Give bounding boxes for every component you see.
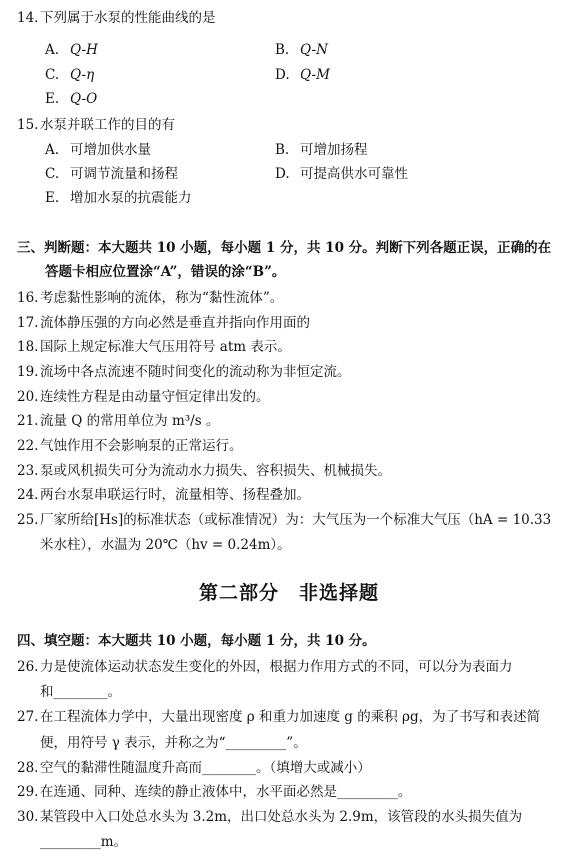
question-text: 气蚀作用不会影响泵的正常运行。 — [40, 438, 243, 454]
question-text: 两台水泵串联运行时，流量相等、扬程叠加。 — [40, 487, 310, 503]
option-letter: D. — [275, 166, 290, 182]
question-number: 14. — [17, 10, 39, 26]
question-text-continued: _________m。 — [40, 834, 128, 850]
question-text: 厂家所给[Hs]的标准状态（或标准情况）为：大气压为一个标准大气压（hA = 10.33 — [40, 512, 552, 528]
question-text-continued: 便，用符号 γ 表示，并称之为“_________”。 — [40, 735, 307, 751]
option-text: Q-M — [300, 67, 330, 83]
question-number: 22. — [17, 438, 39, 454]
option-text: 可调节流量和扬程 — [70, 166, 178, 182]
option-text: Q-N — [300, 42, 328, 58]
question-number: 17. — [17, 315, 39, 331]
question-number: 24. — [17, 487, 39, 503]
question-text: 连续性方程是由动量守恒定律出发的。 — [40, 389, 270, 405]
question-number: 23. — [17, 463, 39, 479]
question-text-continued: 米水柱），水温为 20℃（hv = 0.24m）。 — [40, 537, 291, 553]
question-text: 流量 Q 的常用单位为 m³/s 。 — [40, 413, 220, 429]
question-text: 泵或风机损失可分为流动水力损失、容积损失、机械损失。 — [40, 463, 391, 479]
option-text: Q-O — [70, 91, 98, 107]
question-number: 15. — [17, 117, 39, 133]
question-text: 考虑黏性影响的流体，称为“黏性流体”。 — [40, 290, 284, 306]
option-letter: C. — [45, 67, 60, 83]
section-3-instructions: 答题卡相应位置涂“A”，错误的涂“B”。 — [45, 264, 286, 280]
question-text: 流体静压强的方向必然是垂直并指向作用面的 — [40, 315, 310, 331]
option-letter: D. — [275, 67, 290, 83]
option-text: Q-H — [70, 42, 98, 58]
question-text: 空气的黏滞性随温度升高而________。（填增大或减小） — [40, 760, 371, 776]
option-text: 增加水泵的抗震能力 — [70, 190, 192, 206]
option-text: 可提高供水可靠性 — [300, 166, 408, 182]
option-text: Q-η — [70, 67, 95, 83]
option-text: 可增加供水量 — [70, 142, 151, 158]
question-number: 20. — [17, 389, 39, 405]
question-number: 29. — [17, 784, 39, 800]
option-letter: B. — [275, 142, 290, 158]
question-number: 28. — [17, 760, 39, 776]
question-number: 16. — [17, 290, 39, 306]
option-text: 可增加扬程 — [300, 142, 368, 158]
question-text: 在连通、同种、连续的静止液体中，水平面必然是_________。 — [40, 784, 412, 800]
part-2-title: 第二部分 非选择题 — [198, 582, 379, 604]
question-number: 18. — [17, 339, 39, 355]
question-text-continued: 和________。 — [40, 684, 121, 700]
section-3-heading: 三、判断题：本大题共 10 小题，每小题 1 分，共 10 分。判断下列各题正误，正确的在 — [17, 240, 552, 256]
question-text: 水泵并联工作的目的有 — [40, 117, 175, 133]
question-text: 力是使流体运动状态发生变化的外因，根据力作用方式的不同，可以分为表面力 — [40, 659, 513, 675]
question-text: 流场中各点流速不随时间变化的流动称为非恒定流。 — [40, 364, 351, 380]
question-text: 国际上规定标准大气压用符号 atm 表示。 — [40, 339, 291, 355]
question-text: 下列属于水泵的性能曲线的是 — [40, 10, 216, 26]
option-letter: C. — [45, 166, 60, 182]
option-letter: E. — [45, 190, 60, 206]
question-number: 27. — [17, 709, 39, 725]
question-number: 19. — [17, 364, 39, 380]
option-letter: E. — [45, 91, 60, 107]
option-letter: A. — [45, 142, 60, 158]
option-letter: B. — [275, 42, 290, 58]
question-text: 在工程流体力学中，大量出现密度 ρ 和重力加速度 g 的乘积 ρg，为了书写和表述简 — [40, 709, 541, 725]
question-number: 25. — [17, 512, 39, 528]
question-number: 21. — [17, 413, 39, 429]
option-letter: A. — [45, 42, 60, 58]
question-text: 某管段中入口处总水头为 3.2m，出口处总水头为 2.9m，该管段的水头损失值为 — [40, 809, 523, 825]
question-number: 26. — [17, 659, 39, 675]
section-4-heading: 四、填空题：本大题共 10 小题，每小题 1 分，共 10 分。 — [17, 633, 376, 649]
question-number: 30. — [17, 809, 39, 825]
